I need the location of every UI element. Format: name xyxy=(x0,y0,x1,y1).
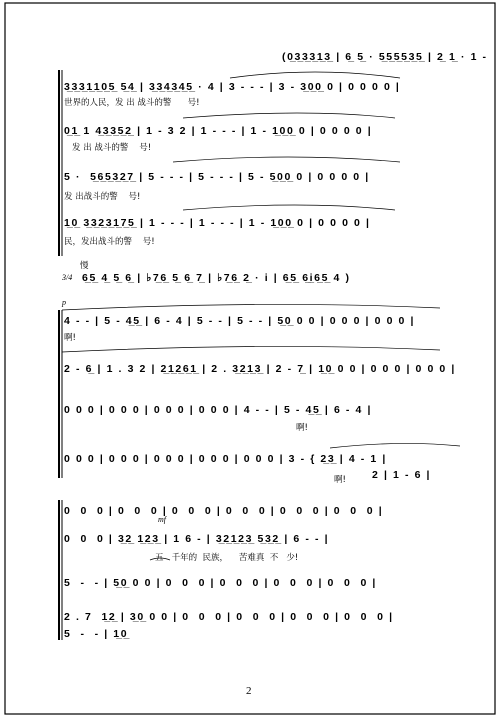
s1-row3-lyrics: 发 出战斗的警 号! xyxy=(64,192,141,202)
s2-row5-notes: 2 | 1 - 6 | xyxy=(372,469,432,481)
dynamic-mark: p xyxy=(62,298,66,307)
interlude-notes: 6̲5̲ 4̲ 5̲ 6̲ | ♭7̲6̲ 5̲ 6̲ 7̲ | ♭7̲6̲ 2̲ · i | 6̲5̲ 6̲i̲6̲5̲ 4 ) xyxy=(82,272,351,284)
s3-row3-notes: 5 - - | 5̲0̲ 0 0 | 0 0 0 | 0 0 0 | 0 0 0 | 0 0 0 | xyxy=(64,577,377,589)
s3-row2-notes: 0 0 0 | 3̲2̲ 1̲2̲3̲ | 1 6 - | 3̲2̲1̲2̲3̲ 5̲3̲2̲ | 6 - - | xyxy=(64,533,330,545)
interlude-line xyxy=(61,260,351,284)
s2-row4-notes: 0 0 0 | 0 0 0 | 0 0 0 | 0 0 0 | 0 0 0 | 3 - { 2̲3̲ | 4 - 1 | xyxy=(64,453,387,465)
system-2 xyxy=(59,298,460,485)
s2-row2-notes: 2 - 6̲ | 1 . 3 2 | 2̲1̲2̲6̲1̲ | 2 . 3̲2̲1̲3̲ | 2 - 7̲ | 1̲0̲ 0 0 | 0 0 0 | 0 0 0 | xyxy=(64,363,456,375)
page-number: 2 xyxy=(246,685,252,697)
system-1 xyxy=(59,51,488,256)
s2-row4-lyrics: 啊! xyxy=(334,475,346,485)
s1-row3-notes: 5 · 5̲6̲5̲3̲2̲7̲ | 5 - - - | 5 - - - | 5 - 5̲0̲0̲ 0 | 0 0 0 0 | xyxy=(64,171,370,183)
s1-row4-notes: 1̲0̲ 3̲3̲2̲3̲1̲7̲5̲ | 1 - - - | 1 - - - | 1 - 1̲0̲0̲ 0 | 0 0 0 0 | xyxy=(64,217,371,229)
s2-row3-notes: 0 0 0 | 0 0 0 | 0 0 0 | 0 0 0 | 4 - - | 5 - 4̲5̲ | 6 - 4 | xyxy=(64,404,373,416)
s1-row4-lyrics: 民，发出战斗的警 号! xyxy=(64,237,155,247)
s2-row1-lyrics: 啊! xyxy=(64,333,76,343)
s3-row4-notes: 2 . 7 1̲2̲ | 3̲0̲ 0 0 | 0 0 0 | 0 0 0 | 0 0 0 | 0 0 0 | xyxy=(64,611,394,623)
s2-row1-notes: 4 - - | 5 - 4̲5̲ | 6 - 4 | 5 - - | 5 - - | 5̲0̲ 0 0 | 0 0 0 | 0 0 0 | xyxy=(64,315,416,327)
s3-row1-notes: 0 0 0 | 0 0 0 | 0 0 0 | 0 0 0 | 0 0 0 | 0 0 0 | xyxy=(64,505,384,517)
tempo-mark: 慢 xyxy=(80,261,89,271)
s1-row2-lyrics: 发 出 战斗的警 号! xyxy=(72,143,152,153)
s3-row5-notes: 5 - - | 1̲0̲ xyxy=(64,628,129,640)
system-3 xyxy=(59,500,394,640)
s3-row2-lyrics: 五 千年的 民族， 苦难真 不 少! xyxy=(155,553,299,563)
intro-line: (0̲3̲3̲3̲1̲3̲ | 6̲ 5̲ · 5̲5̲5̲5̲3̲5̲ | 2̲ 1̲ · 1 - xyxy=(282,51,488,63)
grace-mark: mf xyxy=(158,515,166,524)
time-signature: 3/4 xyxy=(62,273,73,282)
s1-row1-notes: 3̲3̲3̲1̲1̲0̲5̲ 5̲4̲ | 3̲3̲4̲3̲4̲5̲ · 4 | 3 - - - | 3 - 3̲0̲0̲ 0 | 0 0 0 0 | xyxy=(64,81,401,93)
s1-row1-lyrics: 世界的人民，发 出 战斗的警 号! xyxy=(64,98,200,108)
s2-row3-lyrics: 啊! xyxy=(296,423,308,433)
s1-row2-notes: 0̲1̲ 1 4̲3̲3̲5̲2̲ | 1 - 3 2 | 1 - - - | 1 - 1̲0̲0̲ 0 | 0 0 0 0 | xyxy=(64,125,373,137)
